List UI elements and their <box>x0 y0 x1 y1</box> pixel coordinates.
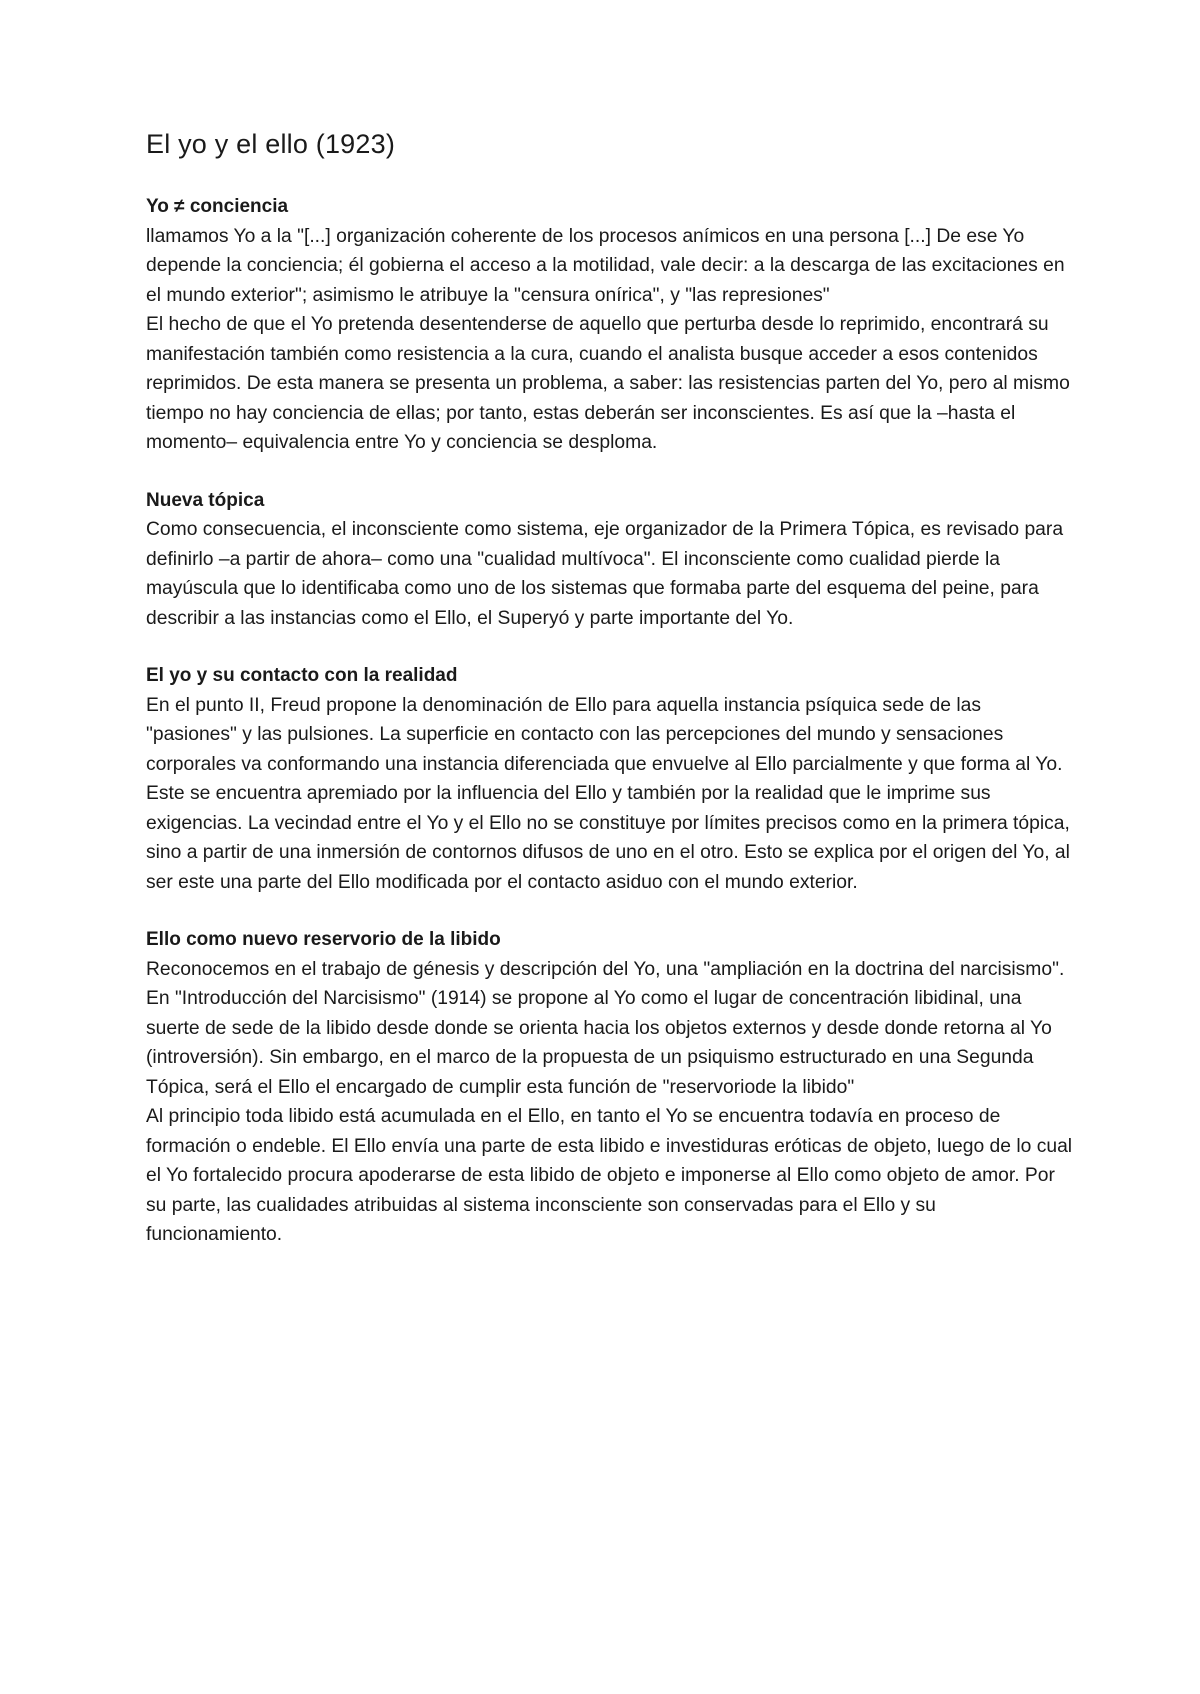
paragraph: Reconocemos en el trabajo de génesis y descripción del Yo, una "ampliación en la doctrina del narcisismo". En "Introducción del Narcisismo" (1914) se propone al Yo como el lugar de concentración libidinal, una suerte de sede de la libido desde donde se orienta hacia los objetos externos y desde donde retorna al Yo (introversión). Sin embargo, en el marco de la propuesta de un psiquismo estructurado en una Segunda Tópica, será el Ello el encargado de cumplir esta función de "reservoriode la libido" <box>146 958 1065 1098</box>
section-ello-reservorio <box>146 925 1076 1250</box>
paragraph: Al principio toda libido está acumulada en el Ello, en tanto el Yo se encuentra todavía en proceso de formación o endeble. El Ello envía una parte de esta libido e investiduras eróticas de objeto, luego de lo cual el Yo fortalecido procura apoderarse de esta libido de objeto e imponerse al Ello como objeto de amor. Por su parte, las cualidades atribuidas al sistema inconsciente son conservadas para el Ello y su funcionamiento. <box>146 1106 1073 1245</box>
section-heading: El yo y su contacto con la realidad <box>146 665 458 686</box>
document-page <box>146 126 1076 1278</box>
section-heading: Yo ≠ conciencia <box>146 196 289 217</box>
paragraph: Como consecuencia, el inconsciente como sistema, eje organizador de la Primera Tópica, es revisado para definirlo –a partir de ahora– como una "cualidad multívoca". El inconsciente como cualidad pierde la mayúscula que lo identificaba como uno de los sistemas que formaba parte del esquema del peine, para describir a las instancias como el Ello, el Superyó y parte importante del Yo. <box>146 519 1064 629</box>
paragraph: El hecho de que el Yo pretenda desentenderse de aquello que perturba desde lo reprimido, encontrará su manifestación también como resistencia a la cura, cuando el analista busque acceder a esos contenidos reprimidos. De esta manera se presenta un problema, a saber: las resistencias parten del Yo, pero al mismo tiempo no hay conciencia de ellas; por tanto, estas deberán ser inconscientes. Es así que la –hasta el momento– equivalencia entre Yo y conciencia se desploma. <box>146 314 1070 453</box>
section-nueva-topica <box>146 486 1076 634</box>
section-yo-conciencia <box>146 192 1076 458</box>
section-heading: Ello como nuevo reservorio de la libido <box>146 929 501 950</box>
section-heading: Nueva tópica <box>146 489 265 511</box>
paragraph: En el punto II, Freud propone la denominación de Ello para aquella instancia psíquica sede de las "pasiones" y las pulsiones. La superficie en contacto con las percepciones del mundo y sensaciones corporales va conformando una instancia diferenciada que envuelve al Ello parcialmente y que forma al Yo. Este se encuentra apremiado por la influencia del Ello y también por la realidad que le imprime sus exigencias. La vecindad entre el Yo y el Ello no se constituye por límites precisos como en la primera tópica, sino a partir de una inmersión de contornos difusos de uno en el otro. Esto se explica por el origen del Yo, al ser este una parte del Ello modificada por el contacto asiduo con el mundo exterior. <box>146 694 1070 893</box>
section-yo-realidad <box>146 661 1076 897</box>
document-title: El yo y el ello (1923) <box>146 129 396 159</box>
paragraph: llamamos Yo a la "[...] organización coherente de los procesos anímicos en una persona [...] De ese Yo depende la conciencia; él gobierna el acceso a la motilidad, vale decir: a la descarga de las excitaciones en el mundo exterior"; asimismo le atribuye la "censura onírica", y "las represiones" <box>146 225 1065 306</box>
